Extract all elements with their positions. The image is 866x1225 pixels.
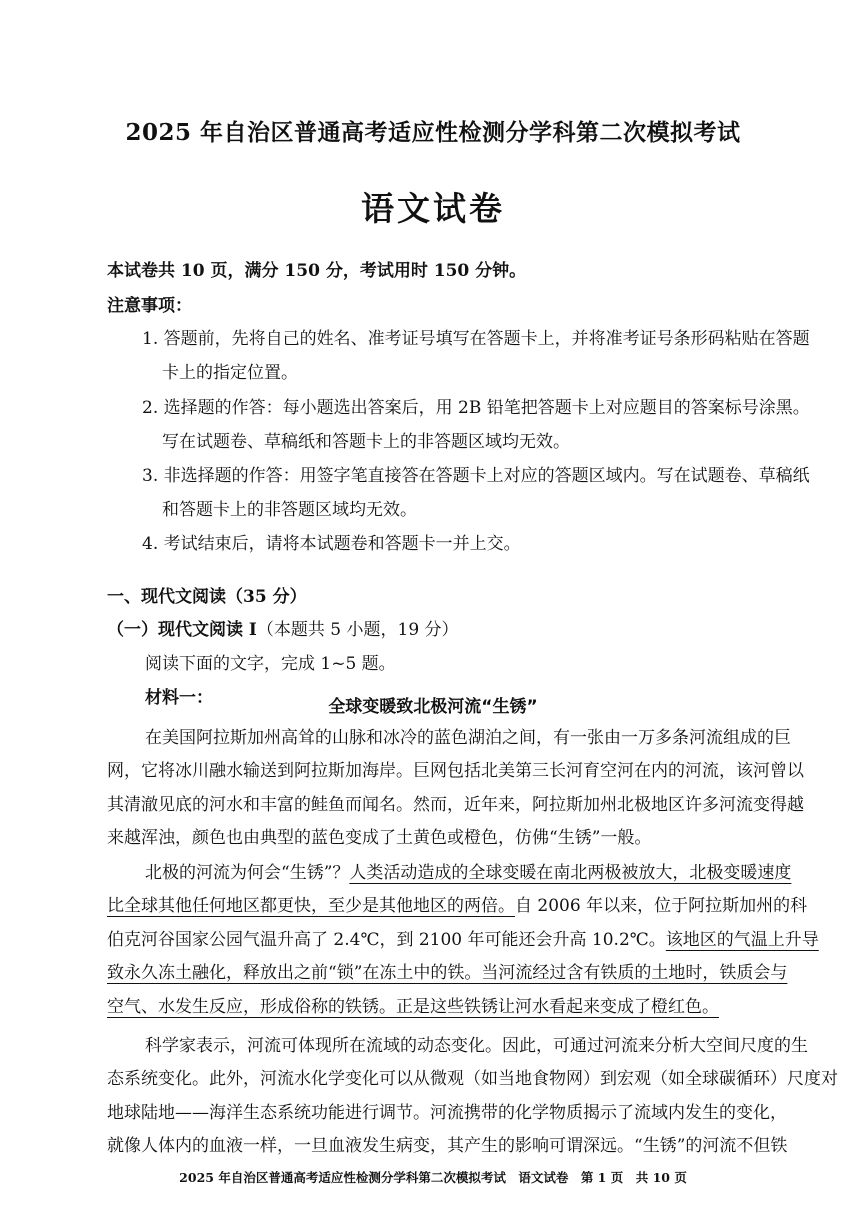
body-line bbox=[145, 862, 791, 884]
body-line: 就像人体内的血液一样，一旦血液发生病变，其产生的影响可谓深远。“生锈”的河流不但铁 bbox=[107, 1136, 788, 1156]
body-line bbox=[107, 929, 819, 951]
plain-text: 伯克河谷国家公园气温升高了 2.4℃，到 2100 年可能还会升高 10.2℃。 bbox=[107, 930, 666, 950]
exam-title: 2025 年自治区普通高考适应性检测分学科第二次模拟考试 bbox=[125, 119, 741, 146]
subject-title: 语文试卷 bbox=[361, 189, 505, 228]
material-label: 材料一： bbox=[145, 688, 213, 708]
body-line bbox=[107, 996, 719, 1018]
plain-text: 北极的河流为何会“生锈”？ bbox=[145, 863, 350, 883]
notice-item: 1. 答题前，先将自己的姓名、准考证号填写在答题卡上，并将准考证号条形码粘贴在答题 bbox=[142, 329, 810, 349]
article-title: 全球变暖致北极河流“生锈” bbox=[328, 697, 538, 717]
underlined-text: 空气、水发生反应，形成俗称的铁锈。正是这些铁锈让河水看起来变成了橙红色。 bbox=[107, 997, 719, 1017]
body-line: 其清澈见底的河水和丰富的鲑鱼而闻名。然而，近年来，阿拉斯加州北极地区许多河流变得越 bbox=[107, 795, 804, 815]
body-line: 来越浑浊，颜色也由典型的蓝色变成了土黄色或橙色，仿佛“生锈”一般。 bbox=[107, 828, 652, 848]
notice-item: 卡上的指定位置。 bbox=[162, 363, 298, 383]
notice-item: 3. 非选择题的作答：用签字笔直接答在答题卡上对应的答题区域内。写在试题卷、草稿纸 bbox=[142, 466, 810, 486]
notice-item: 写在试题卷、草稿纸和答题卡上的非答题区域均无效。 bbox=[162, 432, 570, 452]
section-heading: 一、现代文阅读（35 分） bbox=[107, 587, 307, 607]
sub-section-title: （一）现代文阅读 Ⅰ bbox=[107, 620, 257, 640]
body-line: 在美国阿拉斯加州高耸的山脉和冰冷的蓝色湖泊之间，有一张由一万多条河流组成的巨 bbox=[145, 728, 791, 748]
body-line: 地球陆地——海洋生态系统功能进行调节。河流携带的化学物质揭示了流域内发生的变化， bbox=[107, 1103, 787, 1123]
plain-text: 自 2006 年以来，位于阿拉斯加州的科 bbox=[515, 896, 808, 916]
notice-item: 和答题卡上的非答题区域均无效。 bbox=[162, 500, 417, 520]
reading-instruction: 阅读下面的文字，完成 1~5 题。 bbox=[145, 654, 396, 674]
body-line bbox=[107, 895, 807, 917]
body-line: 态系统变化。此外，河流水化学变化可以从微观（如当地食物网）到宏观（如全球碳循环）尺度对 bbox=[107, 1069, 838, 1089]
sub-section-heading bbox=[107, 619, 459, 641]
notice-heading: 注意事项： bbox=[107, 296, 192, 316]
underlined-text: 人类活动造成的全球变暖在南北两极被放大，北极变暖速度 bbox=[349, 863, 792, 883]
notice-item: 4. 考试结束后，请将本试题卷和答题卡一并上交。 bbox=[142, 534, 521, 554]
body-line: 科学家表示，河流可体现所在流域的动态变化。因此，可通过河流来分析大空间尺度的生 bbox=[145, 1036, 808, 1056]
exam-intro: 本试卷共 10 页，满分 150 分，考试用时 150 分钟。 bbox=[107, 261, 527, 281]
sub-section-note: （本题共 5 小题，19 分） bbox=[256, 620, 459, 640]
body-line: 网，它将冰川融水输送到阿拉斯加海岸。巨网包括北美第三长河育空河在内的河流，该河曾以 bbox=[107, 761, 804, 781]
page-footer: 2025 年自治区普通高考适应性检测分学科第二次模拟考试 语文试卷 第 1 页 共 10 页 bbox=[179, 1170, 687, 1185]
underlined-text: 致永久冻土融化，释放出之前“锁”在冻土中的铁。当河流经过含有铁质的土地时，铁质会与 bbox=[107, 963, 788, 983]
underlined-text: 该地区的气温上升导 bbox=[665, 930, 819, 950]
underlined-text: 比全球其他任何地区都更快，至少是其他地区的两倍。 bbox=[107, 896, 515, 916]
notice-item: 2. 选择题的作答：每小题选出答案后，用 2B 铅笔把答题卡上对应题目的答案标号涂黑。 bbox=[142, 398, 810, 418]
body-line bbox=[107, 962, 787, 984]
